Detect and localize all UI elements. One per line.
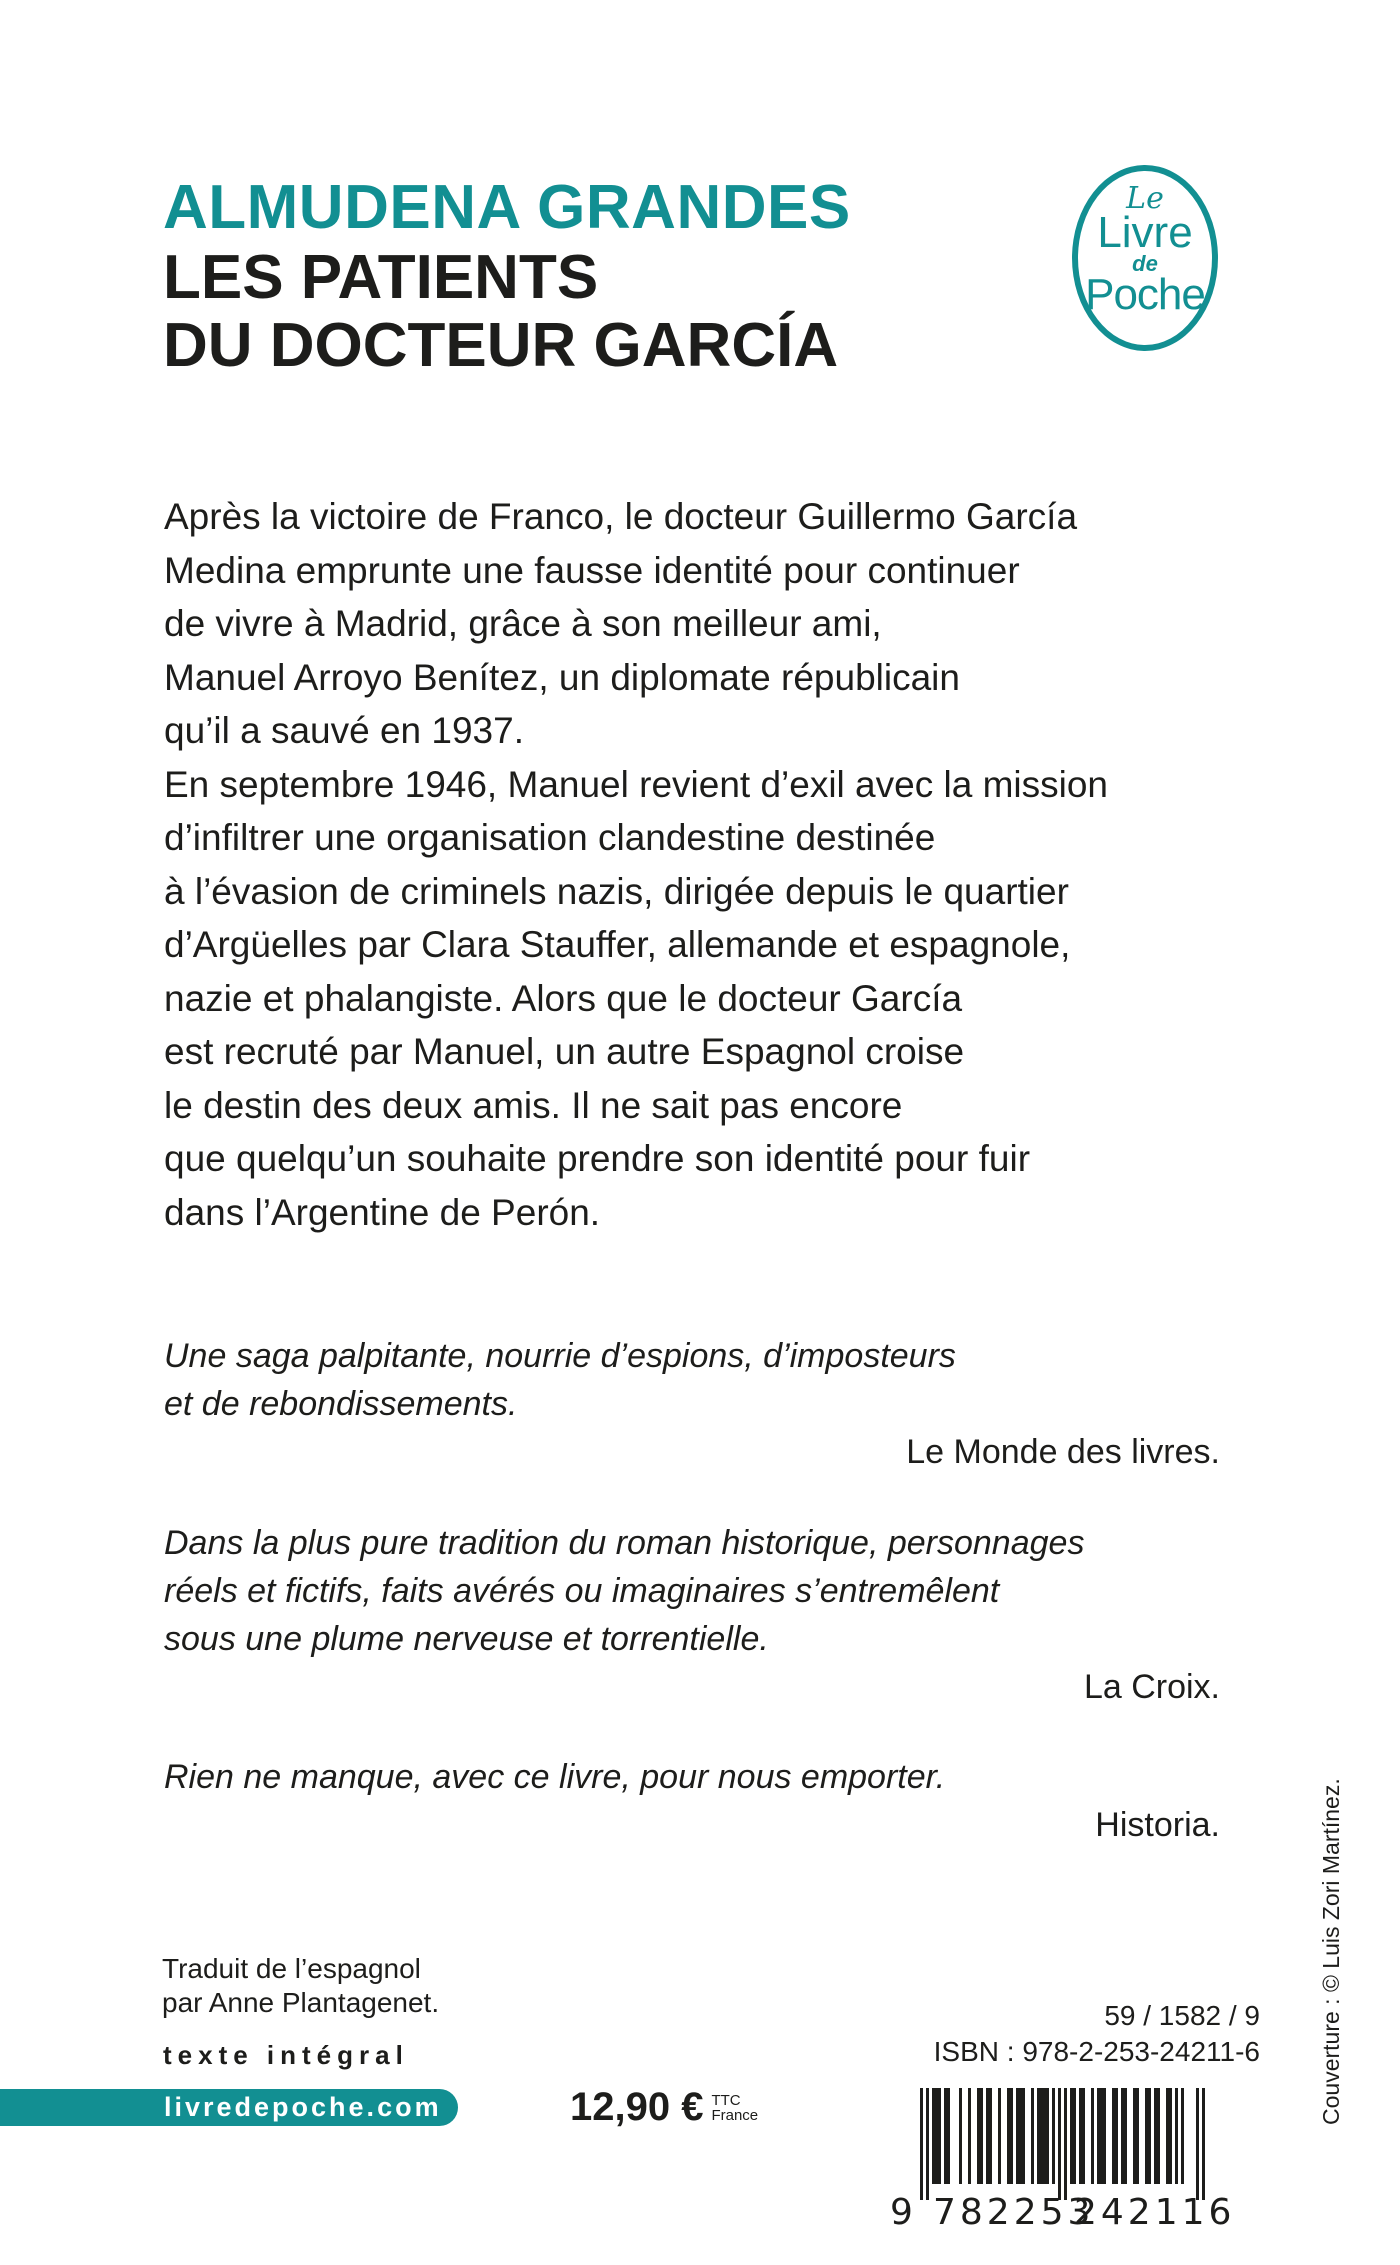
synopsis-line: le destin des deux amis. Il ne sait pas encore	[164, 1084, 903, 1126]
press-quote-le-monde	[164, 1332, 1220, 1476]
texte-integral-label: texte intégral	[163, 2040, 409, 2070]
quote-source: Historia.	[1095, 1806, 1220, 1844]
quote-line: Dans la plus pure tradition du roman historique, personnages	[164, 1524, 1085, 1562]
translator-line: Traduit de l’espagnol	[162, 1953, 421, 1984]
price-tax-line: France	[711, 2106, 759, 2124]
isbn: ISBN : 978-2-253-24211-6	[933, 2036, 1260, 2067]
synopsis-line: dans l’Argentine de Perón.	[164, 1191, 601, 1233]
synopsis-line: Après la victoire de Franco, le docteur Guillermo García	[164, 496, 1078, 537]
quote-line: Rien ne manque, avec ce livre, pour nous emporter.	[164, 1758, 946, 1796]
quote-text	[164, 1753, 1220, 1801]
logo-le: Le	[1126, 181, 1164, 216]
synopsis-line: Medina emprunte une fausse identité pour continuer	[164, 549, 1020, 591]
press-quote-historia	[164, 1753, 1220, 1849]
price-tax-line: TTC	[711, 2091, 741, 2109]
translator-credit	[162, 1952, 439, 2020]
internal-code: 59 / 1582 / 9	[1104, 2000, 1260, 2031]
synopsis-line: est recruté par Manuel, un autre Espagnol croise	[164, 1031, 965, 1072]
synopsis-line: que quelqu’un souhaite prendre son identité pour fuir	[164, 1138, 1031, 1179]
logo-poche: Poche	[1085, 270, 1205, 319]
price-tax-note	[711, 2093, 758, 2123]
price	[570, 2085, 758, 2130]
logo-de: de	[1132, 251, 1158, 276]
book-title-line: DU DOCTEUR GARCÍA	[163, 311, 839, 380]
translator-line: par Anne Plantagenet.	[162, 1987, 440, 2018]
quote-text	[164, 1519, 1220, 1663]
quote-line: sous une plume nerveuse et torrentielle.	[164, 1620, 769, 1658]
ean-barcode-icon	[890, 2088, 1265, 2233]
synopsis-line: à l’évasion de criminels nazis, dirigée depuis le quartier	[164, 870, 1069, 912]
synopsis-line: En septembre 1946, Manuel revient d’exil avec la mission	[164, 763, 1108, 805]
book-title-line: LES PATIENTS	[163, 243, 599, 312]
price-amount: 12,90 €	[570, 2085, 704, 2129]
book-codes	[934, 1998, 1260, 2070]
quote-source: La Croix.	[1083, 1668, 1220, 1706]
quote-source: Le Monde des livres.	[906, 1433, 1220, 1471]
quote-line: Une saga palpitante, nourrie d’espions, d’imposteurs	[164, 1337, 956, 1375]
synopsis-line: Manuel Arroyo Benítez, un diplomate républicain	[164, 656, 960, 698]
book-title	[163, 244, 851, 380]
quote-line: réels et fictifs, faits avérés ou imaginaires s’entremêlent	[164, 1572, 1000, 1610]
website-link[interactable]: livredepoche.com	[0, 2089, 458, 2126]
press-quote-la-croix	[164, 1519, 1220, 1711]
synopsis	[164, 490, 1244, 1239]
quote-text	[164, 1332, 1220, 1428]
svg-text:9: 9	[890, 2192, 917, 2233]
svg-text:782253: 782253	[933, 2192, 1095, 2233]
synopsis-line: d’Argüelles par Clara Stauffer, allemande et espagnole,	[164, 924, 1071, 965]
synopsis-line: qu’il a sauvé en 1937.	[164, 710, 524, 751]
synopsis-line: nazie et phalangiste. Alors que le docteur García	[164, 977, 963, 1019]
synopsis-line: d’infiltrer une organisation clandestine destinée	[164, 817, 936, 858]
quote-line: et de rebondissements.	[164, 1385, 518, 1423]
svg-text:242116: 242116	[1074, 2192, 1236, 2233]
logo-livre: Livre	[1097, 208, 1193, 257]
le-livre-de-poche-logo-icon	[1072, 165, 1218, 351]
synopsis-line: de vivre à Madrid, grâce à son meilleur ami,	[164, 603, 882, 644]
author-name: ALMUDENA GRANDES	[163, 173, 851, 242]
cover-credit: Couverture : © Luis Zori Martínez.	[1318, 1778, 1344, 2125]
book-header	[163, 172, 851, 380]
